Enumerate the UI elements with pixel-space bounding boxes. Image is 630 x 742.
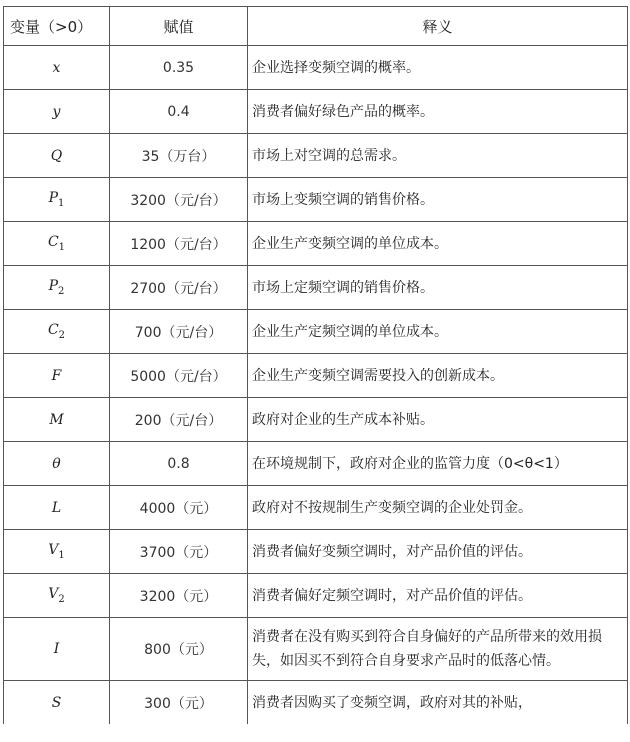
value-cell: 300（元） [110,681,248,725]
variable-symbol: F [51,367,62,384]
value-cell: 4000（元） [110,486,248,530]
table-row [4,46,628,90]
variable-symbol: y [52,103,61,120]
table-row [4,222,628,266]
table-row [4,310,628,354]
meaning-cell: 企业生产变频空调的单位成本。 [248,222,628,266]
table-row [4,354,628,398]
variable-symbol: P [48,190,59,207]
value-cell: 0.4 [110,90,248,134]
variable-cell [4,530,110,574]
variable-symbol: P [48,278,59,295]
meaning-cell: 政府对企业的生产成本补贴。 [248,398,628,442]
variable-cell [4,266,110,310]
meaning-cell: 消费者偏好绿色产品的概率。 [248,90,628,134]
variable-subscript: 2 [58,329,66,341]
variable-cell [4,90,110,134]
variable-subscript: 1 [58,549,65,561]
meaning-cell: 消费者在没有购买到符合自身偏好的产品所带来的效用损失，如因买不到符合自身要求产品时的低落心情。 [248,618,628,681]
variable-symbol: V [48,586,59,603]
table-row [4,134,628,178]
value-cell: 5000（元/台） [110,354,248,398]
table-row [4,530,628,574]
header-value: 赋值 [110,7,248,46]
table-row [4,442,628,486]
value-cell: 0.35 [110,46,248,90]
meaning-cell: 市场上变频空调的销售价格。 [248,178,628,222]
variable-symbol: x [52,59,61,76]
meaning-cell: 企业生产变频空调需要投入的创新成本。 [248,354,628,398]
meaning-cell: 消费者偏好定频空调时，对产品价值的评估。 [248,574,628,618]
variable-cell [4,178,110,222]
variable-cell [4,46,110,90]
value-cell: 700（元/台） [110,310,248,354]
variable-subscript: 1 [58,197,65,209]
variable-cell [4,134,110,178]
table-row [4,178,628,222]
variable-table [3,6,628,724]
table-row [4,90,628,134]
value-cell: 1200（元/台） [110,222,248,266]
variable-symbol: I [53,641,60,657]
variable-cell [4,486,110,530]
variable-cell [4,398,110,442]
meaning-cell: 市场上对空调的总需求。 [248,134,628,178]
header-variable: 变量（>0） [4,7,110,46]
variable-symbol: C [47,322,59,339]
variable-symbol: Q [50,147,63,164]
variable-symbol: M [49,411,64,428]
meaning-cell: 在环境规制下，政府对企业的监管力度（0<θ<1） [248,442,628,486]
header-row [4,7,628,46]
table-row [4,681,628,725]
value-cell: 35（万台） [110,134,248,178]
meaning-cell: 企业生产定频空调的单位成本。 [248,310,628,354]
variable-subscript: 2 [58,593,65,605]
value-cell: 800（元） [110,618,248,681]
variable-subscript: 2 [58,285,65,297]
variable-symbol: θ [52,455,61,472]
variable-cell [4,574,110,618]
table-row [4,618,628,681]
value-cell: 3200（元/台） [110,178,248,222]
variable-cell [4,310,110,354]
variable-cell [4,618,110,681]
value-cell: 2700（元/台） [110,266,248,310]
meaning-cell: 企业选择变频空调的概率。 [248,46,628,90]
value-cell: 3700（元） [110,530,248,574]
meaning-cell: 消费者因购买了变频空调，政府对其的补贴， [248,681,628,725]
table-row [4,486,628,530]
table-row [4,574,628,618]
table-row [4,266,628,310]
table-body [4,46,628,725]
value-cell: 200（元/台） [110,398,248,442]
header-meaning: 释义 [248,7,628,46]
variable-cell [4,354,110,398]
value-cell: 3200（元） [110,574,248,618]
variable-symbol: V [48,542,59,559]
variable-symbol: C [47,234,59,251]
variable-cell [4,222,110,266]
value-cell: 0.8 [110,442,248,486]
variable-symbol: S [51,694,62,711]
table-row [4,398,628,442]
variable-cell [4,681,110,725]
meaning-cell: 消费者偏好变频空调时，对产品价值的评估。 [248,530,628,574]
variable-symbol: L [51,499,62,516]
variable-subscript: 1 [58,241,66,253]
variable-cell [4,442,110,486]
meaning-cell: 市场上定频空调的销售价格。 [248,266,628,310]
meaning-cell: 政府对不按规制生产变频空调的企业处罚金。 [248,486,628,530]
